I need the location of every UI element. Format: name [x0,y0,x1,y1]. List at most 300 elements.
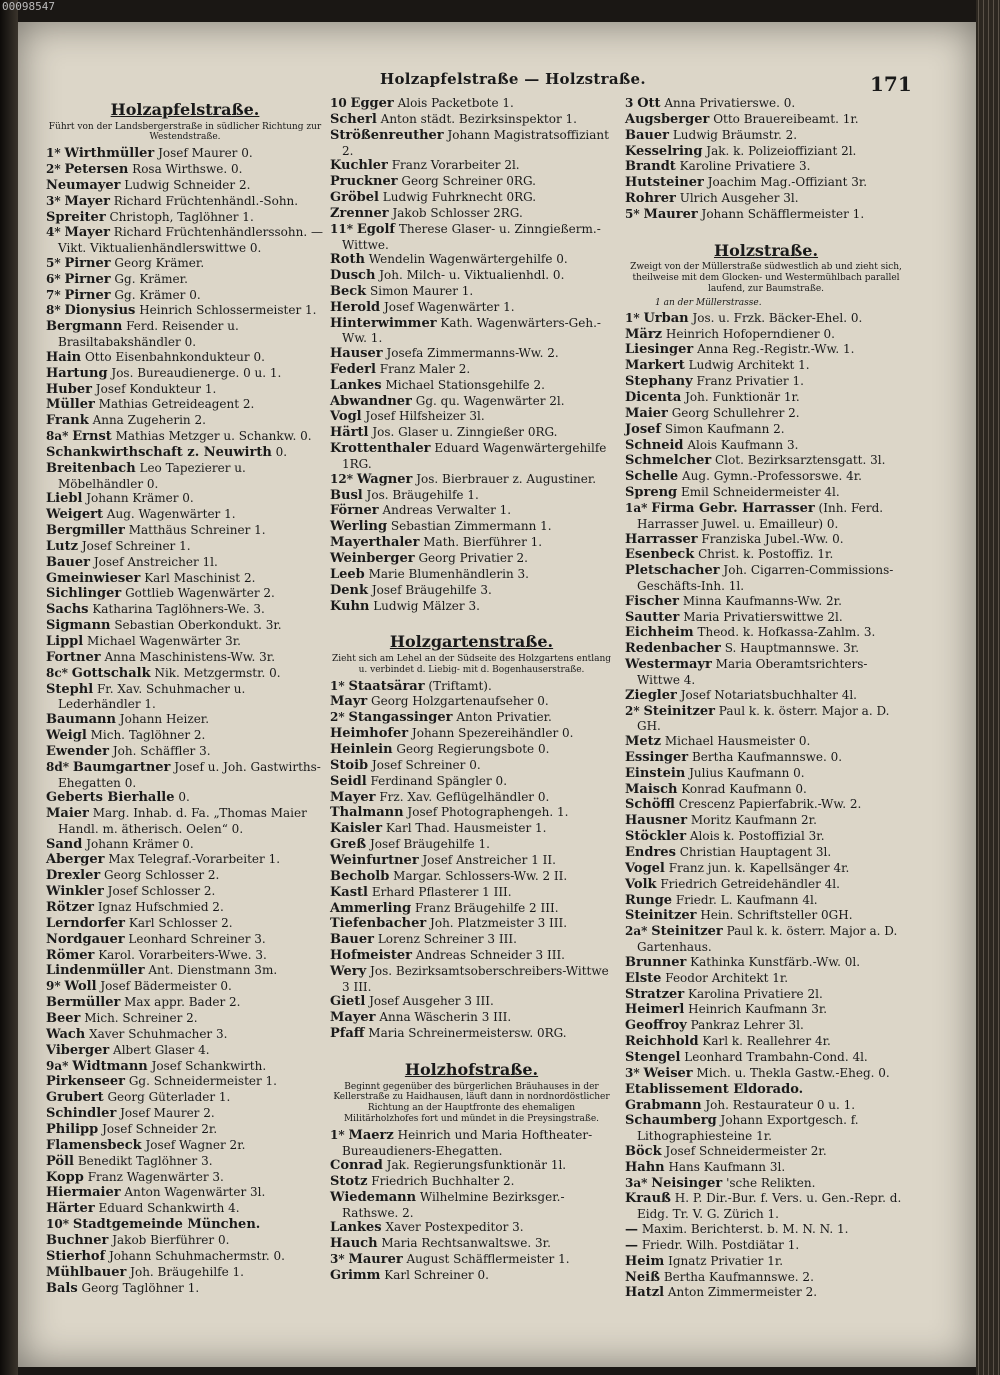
resident-name: Schankwirthschaft z. Neuwirth [46,444,272,460]
resident-details: Otto Brauereibeamt. 1r. [713,111,859,126]
resident-details: Karol. Vorarbeiters-Wwe. 3. [98,947,267,962]
resident-details: Jos. Bureaudienerge. 0 u. 1. [111,365,282,380]
resident-name: Lippl [46,634,84,650]
street-note: 1 an der Müllerstrasse. [655,297,762,308]
directory-entry [46,1027,324,1043]
resident-name: Firma Gebr. Harrasser [651,501,815,517]
resident-name: Harrasser [625,531,698,547]
directory-entry [625,159,907,175]
directory-entry [46,539,324,555]
resident-details: Eduard Schankwirth 4. [98,1201,240,1216]
resident-details: Josef Schreiner 1. [81,538,191,553]
directory-entry [330,535,613,551]
resident-name: Krottenthaler [330,441,431,457]
resident-name: Mayer [64,225,110,241]
directory-entry [625,406,907,422]
resident-name: Federl [330,361,376,377]
resident-name: Herold [330,299,381,315]
directory-entry [330,96,613,112]
column-2 [330,96,613,1284]
resident-details: Karolina Privatiere 2l. [688,986,823,1001]
house-number: 3* [625,1065,640,1080]
resident-name: Wery [330,964,367,979]
house-number: 5* [46,255,61,270]
directory-entry [46,1154,324,1170]
resident-details: Josef Notariatsbuchhalter 4l. [680,687,857,702]
directory-entry [330,726,613,742]
resident-name: Ziegler [625,687,677,703]
resident-details: Maria Privatierswittwe 2l. [683,609,843,624]
directory-entry [46,1059,324,1075]
directory-entry [625,704,907,734]
directory-entry [46,350,324,366]
resident-details: August Schäfflermeister 1. [406,1252,570,1267]
resident-name: Widtmann [72,1058,148,1074]
directory-entry [625,987,907,1003]
street-title: Holzgartenstraße. [389,632,554,652]
directory-entry [46,1170,324,1186]
resident-details: Josef Bräugehilfe 1. [369,837,490,852]
resident-name: Lutz [46,538,78,554]
directory-entry [330,112,613,128]
directory-entry [330,964,613,994]
directory-entry [46,602,324,618]
page-left-edge [0,0,18,1375]
directory-entry [625,782,907,798]
resident-name: Zrenner [330,205,389,221]
resident-name: Schaumberg [625,1113,717,1129]
resident-name: Drexler [46,868,101,884]
directory-entry [625,1270,907,1286]
resident-details: Karoline Privatiere 3. [679,159,811,174]
directory-entry [46,995,324,1011]
directory-entry [330,1128,613,1158]
resident-name: Egolf [356,221,396,237]
resident-name: Neumayer [46,177,121,193]
resident-details: Joh. Milch- u. Viktualienhdl. 0. [379,267,565,282]
resident-details: Joh. Restaurateur 0 u. 1. [705,1097,856,1112]
resident-name: Heimerl [625,1002,685,1018]
directory-entry [46,666,324,682]
directory-entry [330,758,613,774]
directory-entry [330,948,613,964]
resident-details: Josef Maurer 0. [158,146,253,161]
resident-details: Simon Maurer 1. [370,283,474,298]
directory-entry [625,191,907,207]
resident-name: Bauer [46,554,90,570]
house-number: 3a* [625,1175,648,1190]
resident-name: — [625,1221,638,1237]
directory-entry [625,207,907,223]
resident-details: Georg Regierungsbote 0. [396,741,550,756]
resident-name: Hartung [46,365,108,381]
resident-name: Neiß [625,1269,660,1285]
resident-name: Etablissement Eldorado. [625,1081,804,1097]
resident-name: Dusch [330,267,376,283]
resident-details: Anton Privatier. [456,710,552,725]
resident-name: Beck [330,283,367,299]
resident-details: Otto Eisenbahnkondukteur 0. [84,349,265,364]
directory-entry [625,1034,907,1050]
resident-name: Mayr [330,694,368,710]
directory-entry [625,438,907,454]
directory-entry [46,744,324,760]
resident-details: Anton städt. Bezirksinspektor 1. [380,111,577,126]
resident-details: Leonhard Schreiner 3. [128,931,266,946]
directory-entry [330,503,613,519]
directory-entry [46,288,324,304]
house-number: 2* [46,161,61,176]
directory-entry [46,491,324,507]
resident-name: Rötzer [46,899,94,915]
resident-details: Ulrich Ausgeher 3l. [679,191,799,206]
resident-name: Weigl [46,727,87,743]
resident-name: Winkler [46,884,104,900]
directory-entry [625,1254,907,1270]
resident-details: S. Hauptmannswe. 3r. [724,641,860,656]
directory-entry [625,1050,907,1066]
directory-entry [46,272,324,288]
resident-name: Hinterwimmer [330,315,437,331]
resident-name: Viberger [46,1042,110,1058]
resident-details: Erhard Pflasterer 1 III. [371,884,512,899]
directory-entry [46,413,324,429]
resident-name: Ewender [46,743,110,759]
directory-entry [330,551,613,567]
directory-entry [46,1011,324,1027]
directory-entry [46,900,324,916]
resident-name: Liebl [46,491,83,507]
resident-details: Josef Maurer 2. [120,1106,215,1121]
resident-name: Ernst [72,429,112,445]
resident-name: Heim [625,1253,665,1269]
directory-entry [46,1122,324,1138]
resident-name: Härtl [330,425,369,441]
resident-name: Stotz [330,1174,368,1190]
resident-name: Pfaff [330,1026,365,1042]
house-number: 1a* [625,501,648,516]
resident-name: Brandt [625,159,676,175]
resident-details: Michael Wagenwärter 3r. [87,634,241,649]
resident-details: Josef Ausgeher 3 III. [369,994,494,1009]
resident-name: Kuhn [330,598,370,614]
directory-entry [46,682,324,712]
house-number: 1* [625,310,640,325]
resident-name: Hatzl [625,1285,665,1301]
resident-name: Tiefenbacher [330,916,427,932]
directory-entry [625,547,907,563]
directory-entry [46,586,324,602]
resident-details: Maria Oberamtsrichters-Wittwe 4. [637,657,868,688]
resident-details: Johann Exportgesch. f. Lithographiesteine 1r. [637,1113,859,1144]
resident-details: Ferd. Reisender u. Brasiltabakshändler 0. [58,319,239,350]
resident-details: Richard Früchtenhändl.-Sohn. [113,193,299,208]
resident-details: Xaver Postexpeditor 3. [385,1220,524,1235]
resident-name: Schmelcher [625,453,712,469]
resident-details: Xaver Schuhmacher 3. [89,1026,228,1041]
resident-name: Becholb [330,868,390,884]
directory-entry [330,869,613,885]
resident-name: Elste [625,970,662,986]
resident-details: Georg Holzgartenaufseher 0. [371,694,549,709]
directory-entry [330,599,613,615]
resident-name: Greß [330,837,367,853]
resident-name: Spreiter [46,209,106,225]
resident-name: Pletschacher [625,563,720,579]
resident-details: Feodor Architekt 1r. [665,970,789,985]
resident-details: Clot. Bezirksarztensgatt. 3l. [715,453,886,468]
directory-entry [330,394,613,410]
resident-details: Alois Packetbote 1. [397,96,514,110]
resident-name: Augsberger [625,111,710,127]
resident-details: Theod. k. Hofkassa-Zahlm. 3. [697,625,876,640]
directory-entry [330,1236,613,1252]
resident-name: Leeb [330,566,365,582]
directory-entry [46,571,324,587]
resident-details: Joh. Funktionär 1r. [685,390,800,405]
directory-entry [625,1238,907,1254]
directory-entry [625,924,907,954]
directory-entry [625,1144,907,1160]
resident-name: Gmeinwieser [46,570,141,586]
section-spacer [625,223,907,237]
resident-name: Pirkenseer [46,1074,126,1090]
directory-entry [46,303,324,319]
resident-name: Urban [643,310,689,326]
resident-details: Jos. Bierbrauer z. Augustiner. [416,471,597,486]
directory-entry [46,1074,324,1090]
resident-details: Johann Schuhmachermstr. 0. [109,1248,285,1263]
resident-name: Rohrer [625,191,676,207]
directory-entry [330,901,613,917]
resident-details: Ludwig Fuhrknecht 0RG. [382,189,537,204]
directory-entry [46,884,324,900]
resident-name: Reichhold [625,1034,699,1050]
resident-name: Esenbeck [625,547,695,563]
directory-entry [46,382,324,398]
resident-name: Lerndorfer [46,915,126,931]
resident-details: Jakob Schlosser 2RG. [392,205,523,220]
resident-details: Emil Schneidermeister 4l. [680,485,840,500]
house-number: 3* [330,1252,345,1267]
resident-details: Franz Privatier 1. [696,374,804,389]
directory-entry [625,1222,907,1238]
resident-details: Hein. Schriftsteller 0GH. [700,908,853,923]
resident-details: Joachim Mag.-Offiziant 3r. [707,175,868,190]
directory-entry [330,206,613,222]
resident-name: Staatsärar [348,678,425,694]
resident-details: Ludwig Mälzer 3. [373,598,480,613]
street-description: Beginnt gegenüber des bürgerlichen Bräuhauses in der Kellerstraße zu Haidhausen, läuft dann in nordnordöstlicher Richtung an der Hauptfronte des ehemaligen Militärholzhofes fort und mündet in die Preysingstraße. [333,1081,610,1124]
directory-entry [330,710,613,726]
resident-name: Hutsteiner [625,175,704,191]
resident-name: Geberts Bierhalle [46,790,175,806]
resident-name: Denk [330,582,369,598]
resident-details: Heinrich Schlossermeister 1. [139,303,317,318]
resident-name: Wach [46,1026,86,1042]
resident-details: Joh. Bräugehilfe 1. [130,1264,244,1279]
directory-entry [46,1090,324,1106]
resident-name: Mayerthaler [330,535,420,551]
resident-name: Lindenmüller [46,963,145,979]
resident-name: Stephany [625,374,693,390]
directory-entry [46,837,324,853]
directory-entry [625,1082,907,1098]
resident-name: Bergmann [46,319,123,335]
resident-details: Anna Privatierswe. 0. [664,96,796,110]
resident-details: Aug. Wagenwärter 1. [106,507,236,522]
directory-entry [625,766,907,782]
resident-details: Ignaz Hufschmied 2. [97,899,224,914]
resident-name: Pruckner [330,174,398,190]
resident-name: Conrad [330,1158,383,1174]
resident-details: Margar. Schlossers-Ww. 2 II. [393,868,568,883]
resident-name: — [625,1237,638,1253]
resident-details: (Inh. Ferd. Harrasser Juwel. u. Emailleur) 0. [637,501,884,531]
directory-entry [625,390,907,406]
resident-name: Schneid [625,437,684,453]
resident-details: Anton Zimmermeister 2. [667,1285,818,1300]
resident-name: Gietl [330,994,366,1010]
directory-entry [625,861,907,877]
resident-details: Jak. Regierungsfunktionär 1l. [386,1158,567,1173]
resident-details: Georg Taglöhner 1. [81,1280,200,1295]
resident-details: Maria Rechtsanwaltswe. 3r. [381,1236,551,1251]
directory-entry [46,1249,324,1265]
resident-name: Aberger [46,852,105,868]
resident-name: Stratzer [625,986,685,1002]
resident-name: Scherl [330,111,377,127]
resident-name: Hiermaier [46,1185,121,1201]
house-number: 1* [330,678,345,693]
resident-name: Wagner [356,471,413,487]
resident-details: Georg Schreiner 0RG. [401,174,536,189]
house-number: 2* [625,703,640,718]
directory-entry [625,358,907,374]
resident-name: Schindler [46,1106,117,1122]
resident-details: Bertha Kaufmannswe. 2. [663,1269,814,1284]
directory-entry [330,932,613,948]
directory-entry [330,409,613,425]
directory-entry [46,1233,324,1249]
resident-details: Michael Stationsgehilfe 2. [385,377,545,392]
resident-name: Steinitzer [643,703,715,719]
resident-details: Wilhelmine Bezirksger.-Rathswe. 2. [342,1189,565,1220]
street-title: Holzstraße. [713,240,819,260]
resident-name: Hofmeister [330,948,412,964]
resident-name: Gottschalk [71,665,151,681]
resident-name: Ammerling [330,900,412,916]
directory-entry [330,378,613,394]
directory-entry [330,190,613,206]
directory-entry [46,366,324,382]
resident-details: Josef Schreiner 0. [371,757,481,772]
resident-name: Bergmiller [46,523,125,539]
resident-name: Mayer [64,193,110,209]
resident-name: Baumann [46,712,116,728]
resident-name: Böck [625,1143,662,1159]
resident-name: Hausner [625,813,688,829]
resident-name: Kesselring [625,143,703,159]
resident-name: Redenbacher [625,641,721,657]
directory-entry [625,734,907,750]
resident-details: Josef Wagenwärter 1. [383,299,515,314]
directory-entry [625,813,907,829]
resident-name: Kaisler [330,821,383,837]
directory-entry [46,1106,324,1122]
resident-details: Mathias Getreideagent 2. [98,397,255,412]
resident-name: Stangassinger [348,710,453,726]
resident-name: Josef [625,421,662,437]
resident-name: Pirner [64,287,111,303]
directory-entry [625,1176,907,1192]
house-number: 8a* [46,429,69,444]
resident-details: Matthäus Schreiner 1. [128,523,266,538]
resident-name: Huber [46,381,92,397]
directory-entry [625,657,907,687]
resident-details: Friedr. L. Kaufmann 4l. [675,892,818,907]
resident-name: Härter [46,1201,95,1217]
resident-name: Pöll [46,1153,74,1169]
directory-entry [330,679,613,695]
directory-entry [625,877,907,893]
resident-name: Seidl [330,773,367,789]
resident-name: Förner [330,503,379,519]
resident-details: Josefa Zimmermanns-Ww. 2. [386,346,559,361]
resident-name: Buchner [46,1233,109,1248]
section-spacer [330,1042,613,1056]
resident-name: Breitenbach [46,460,136,476]
street-description: Führt von der Landsbergerstraße in südlicher Richtung zur Westendstraße. [48,121,322,143]
resident-details: Friedrich Getreidehändler 4l. [660,876,840,891]
directory-entry [330,1268,613,1284]
directory-entry [46,852,324,868]
resident-details: H. P. Dir.-Bur. f. Vers. u. Gen.-Repr. d. Eidg. Tr. V. G. Zürich 1. [637,1191,902,1222]
directory-entry [330,158,613,174]
resident-name: Stierhof [46,1248,106,1264]
resident-details: Josef Anstreicher 1 II. [422,852,556,867]
resident-name: Frank [46,413,89,429]
resident-details: Ant. Dienstmann 3m. [148,963,278,978]
street-title: Holzhofstraße. [404,1060,539,1080]
resident-details: Frz. Xav. Geflügelhändler 0. [379,789,550,804]
resident-details: Albert Glaser 4. [113,1042,210,1057]
resident-details: Franziska Jubel.-Ww. 0. [701,531,844,546]
resident-details: Gg. qu. Wagenwärter 2l. [415,393,565,408]
resident-details: Christian Hauptagent 3l. [679,845,832,860]
resident-details: Joh. Cigarren-Commissions-Geschäfts-Inh. 1l. [637,563,894,594]
resident-name: Sand [46,836,83,852]
resident-details: Johann Magistratsoffiziant 2. [342,127,609,158]
resident-details: Anna Maschinistens-Ww. 3r. [104,649,276,664]
directory-entry [330,742,613,758]
resident-details: Jos. u. Frzk. Bäcker-Ehel. 0. [692,310,863,325]
resident-name: Grabmann [625,1097,702,1113]
resident-name: Stephl [46,681,94,697]
resident-name: Wiedemann [330,1189,417,1205]
resident-name: Bauer [330,932,374,948]
resident-details: Ludwig Architekt 1. [688,358,810,373]
resident-details: Ignatz Privatier 1r. [668,1253,784,1268]
directory-entry [46,650,324,666]
directory-entry [46,1043,324,1059]
directory-entry [625,750,907,766]
directory-entry [330,1252,613,1268]
resident-details: Mathias Metzger u. Schankw. 0. [115,429,312,444]
house-number: 9a* [46,1058,69,1073]
directory-entry [625,955,907,971]
street-title: Holzapfelstraße. [110,100,260,119]
